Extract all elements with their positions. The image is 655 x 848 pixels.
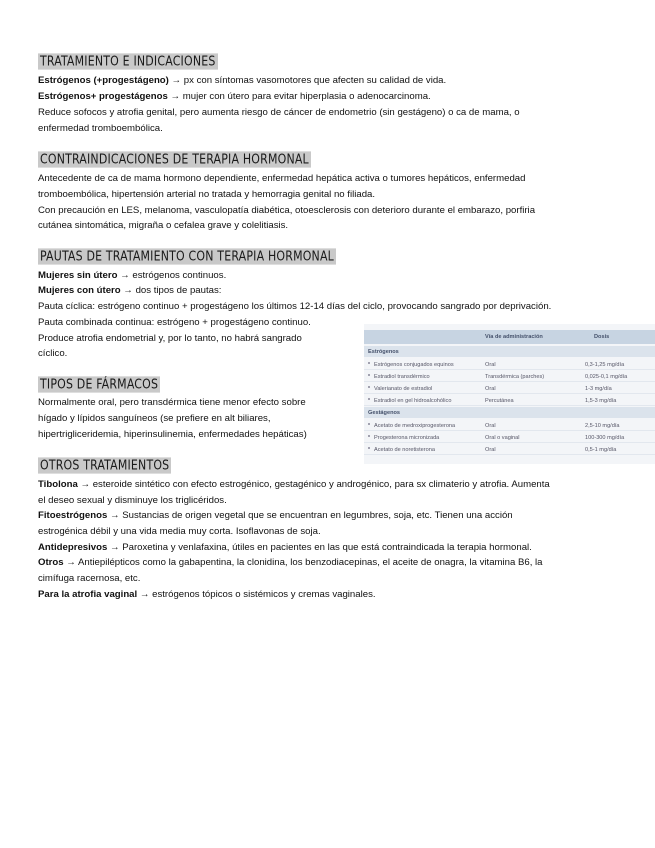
otros-line-2: el deseo sexual y disminuye los triglicéridos. xyxy=(38,495,227,506)
cell-drug: Acetato de noretisterona xyxy=(374,447,435,453)
otros-line-1 xyxy=(38,478,550,491)
otros-line-6 xyxy=(38,556,543,569)
tipos-line-3: hipertrigliceridemia, hiperinsulinemia, enfermedades hepáticas) xyxy=(38,429,307,440)
cell-dose: 1-3 mg/día xyxy=(585,386,612,392)
cell-drug: Acetato de medroxiprogesterona xyxy=(374,423,456,429)
cell-drug: Estradiol en gel hidroalcohólico xyxy=(374,398,452,404)
otros-term-atrofia-vaginal: Para la atrofia vaginal xyxy=(38,589,138,600)
estrogenos-label: Estrógenos xyxy=(368,349,399,355)
pautas-line-5: Produce atrofia endometrial y, por lo tanto, no habrá sangrado xyxy=(38,333,302,344)
otros-term-tibolona: Tibolona xyxy=(38,479,78,490)
cell-via: Oral xyxy=(485,386,496,392)
heading-pautas: PAUTAS DE TRATAMIENTO CON TERAPIA HORMONAL xyxy=(40,248,334,264)
table-row xyxy=(364,382,655,394)
table-row xyxy=(364,370,655,382)
contraindicaciones-line-2: tromboembólica, hipertensión arterial no tratada y hemorragia genital no filiada. xyxy=(38,189,376,200)
tratamiento-term-estrogenos: Estrógenos (+progestágeno) xyxy=(38,75,169,86)
tratamiento-desc-2: → mujer con útero para evitar hiperplasia o adenocarcinoma. xyxy=(167,91,431,102)
cell-dose: 1,5-3 mg/día xyxy=(585,398,617,404)
heading-otros: OTROS TRATAMIENTOS xyxy=(40,457,170,473)
cell-via: Transdérmica (parches) xyxy=(485,374,545,380)
tratamiento-line-3: Reduce sofocos y atrofia genital, pero aumenta riesgo de cáncer de endometrio (sin gestágeno) o ca de mama, o xyxy=(38,107,520,118)
cell-drug: Progesterona micronizada xyxy=(374,435,440,441)
otros-line-4: estrogénica débil y una vida media muy corta. Isoflavonas de soja. xyxy=(38,526,321,537)
otros-term-fitoestrogenos: Fitoestrógenos xyxy=(38,510,108,521)
table-row xyxy=(364,394,655,406)
otros-desc-1: → esteroide sintético con efecto estrogénico, gestagénico y androgénico, para sx climaterio y atrofia. Aumenta xyxy=(77,479,550,490)
cell-dose: 0,3-1,25 mg/día xyxy=(585,362,625,368)
otros-desc-3: → Sustancias de origen vegetal que se encuentran en legumbres, soja, etc. Tienen una acción xyxy=(107,510,513,521)
heading-contraindicaciones: CONTRAINDICACIONES DE TERAPIA HORMONAL xyxy=(40,151,309,167)
tipos-line-2: hígado y lípidos sanguíneos (se prefiere en alt biliares, xyxy=(38,413,271,424)
tratamiento-line-4: enfermedad tromboembólica. xyxy=(38,123,163,134)
table-row xyxy=(364,431,655,443)
otros-line-7: cimífuga racernosa, etc. xyxy=(38,573,141,584)
tipos-line-1: Normalmente oral, pero transdérmica tiene menor efecto sobre xyxy=(38,397,306,408)
table-section-gestagenos xyxy=(364,407,655,418)
pautas-line-1 xyxy=(38,269,226,282)
pautas-term-sin-utero: Mujeres sin útero xyxy=(38,270,118,281)
pautas-line-4: Pauta combinada continua: estrógeno + progestágeno continuo. xyxy=(38,317,311,328)
heading-tipos: TIPOS DE FÁRMACOS xyxy=(40,376,159,392)
gestagenos-label: Gestágenos xyxy=(368,410,401,416)
col-dosis-header: Dosis xyxy=(594,334,610,340)
heading-tratamiento: TRATAMIENTO E INDICACIONES xyxy=(40,53,216,69)
table-row xyxy=(364,443,655,455)
cell-drug: Estradiol transdérmico xyxy=(374,374,430,380)
table-section-estrogenos xyxy=(364,346,655,357)
otros-line-5 xyxy=(38,541,532,554)
otros-term-otros: Otros xyxy=(38,557,64,568)
table-row xyxy=(364,358,655,370)
cell-via: Percutánea xyxy=(485,398,514,404)
dosage-table xyxy=(364,324,655,464)
cell-via: Oral xyxy=(485,423,496,429)
otros-desc-8: → estrógenos tópicos o sistémicos y cremas vaginales. xyxy=(137,589,376,600)
pautas-line-6: cíclico. xyxy=(38,348,68,359)
table-row xyxy=(364,419,655,431)
cell-dose: 0,5-1 mg/día xyxy=(585,447,617,453)
cell-drug: Valerianato de estradiol xyxy=(374,386,433,392)
tratamiento-line-2 xyxy=(38,90,431,103)
otros-line-8 xyxy=(38,588,376,601)
contraindicaciones-line-3: Con precaución en LES, melanoma, vasculopatía diabética, otoesclerosis con deterioro durante el embarazo, porfiria xyxy=(38,205,536,216)
pautas-line-2 xyxy=(38,284,221,297)
pautas-desc-1: → estrógenos continuos. xyxy=(117,270,227,281)
cell-drug: Estrógenos conjugados equinos xyxy=(374,362,454,368)
tratamiento-desc-1: → px con síntomas vasomotores que afecten su calidad de vida. xyxy=(168,75,447,86)
tratamiento-term-progestagenos: Estrógenos+ progestágenos xyxy=(38,91,168,102)
pautas-term-con-utero: Mujeres con útero xyxy=(38,285,121,296)
otros-desc-5: → Paroxetina y venlafaxina, útiles en pacientes en las que está contraindicada la terapia hormonal. xyxy=(107,542,532,553)
cell-via: Oral o vaginal xyxy=(485,435,520,441)
tratamiento-line-1 xyxy=(38,74,446,87)
otros-term-antidepresivos: Antidepresivos xyxy=(38,542,108,553)
dosage-table-header xyxy=(364,330,655,344)
pautas-desc-2: → dos tipos de pautas: xyxy=(120,285,222,296)
contraindicaciones-line-4: cutánea sintomática, migraña o cefalea grave y colelitiasis. xyxy=(38,220,289,231)
pautas-line-3: Pauta cíclica: estrógeno continuo + progestágeno los últimos 12-14 días del ciclo, provocando sangrado por deprivación. xyxy=(38,301,552,312)
cell-via: Oral xyxy=(485,447,496,453)
contraindicaciones-line-1: Antecedente de ca de mama hormono dependiente, enfermedad hepática activa o tumores hepáticos, enfermedad xyxy=(38,173,526,184)
cell-dose: 2,5-10 mg/día xyxy=(585,423,620,429)
otros-line-3 xyxy=(38,509,513,522)
cell-dose: 100-300 mg/día xyxy=(585,435,625,441)
cell-via: Oral xyxy=(485,362,496,368)
col-via-header: Vía de administración xyxy=(485,334,543,340)
otros-desc-6: → Antiepilépticos como la gabapentina, la clonidina, los benzodiacepinas, el aceite de onagra, la vitamina B6, la xyxy=(63,557,543,568)
cell-dose: 0,025-0,1 mg/día xyxy=(585,374,628,380)
